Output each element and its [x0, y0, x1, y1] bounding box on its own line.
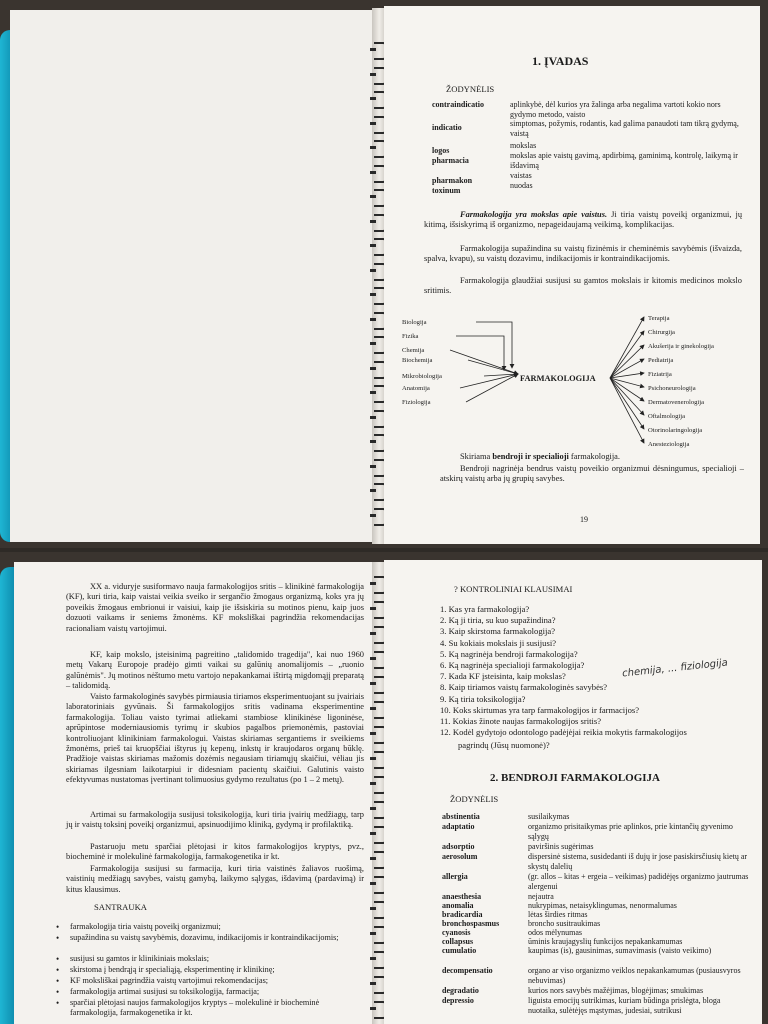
glossary-term: anaesthesia — [442, 892, 482, 901]
diagram-arrow — [610, 378, 644, 415]
diagram-center-label: FARMAKOLOGIJA — [520, 374, 596, 383]
diagram-right-label: Chirurgija — [648, 329, 675, 336]
glossary-term: decompensatio — [442, 966, 493, 975]
question-item: 8. Kaip tiriamos vaistų farmakologinės savybės? — [440, 682, 608, 693]
glossary-def: simptomas, požymis, rodantis, kad galima panaudoti tam tikrą gydymą, vaistą — [510, 119, 739, 138]
split-pre: Skiriama — [460, 452, 493, 461]
glossary-def: dispersinė sistema, susidedanti iš dujų ir jose pasiskirsčiusių kietų ar skystų dalelių — [528, 852, 748, 871]
diagram-left-label: Mikrobiologija — [402, 373, 442, 380]
diagram-left-label: Fiziologija — [402, 399, 431, 406]
diagram-left-label: Anatomija — [402, 385, 430, 392]
bullet-icon: • — [56, 965, 60, 975]
glossary-term: cyanosis — [442, 928, 471, 937]
split-description: Bendroji nagrinėja bendrus vaistų poveikio organizmui dėsningumus, specialioji – atskirų vaistų arba jų grupių savybes. — [440, 464, 744, 484]
diagram-arrow — [468, 360, 518, 374]
diagram-right-label: Oftalmologija — [648, 413, 685, 420]
question-item: 12. Kodėl gydytojo odontologo padėjėjai reikia mokytis farmakologijos — [440, 727, 687, 738]
diagram-arrow — [610, 378, 644, 401]
bullet-icon: • — [56, 976, 60, 986]
bullet-icon: • — [56, 933, 60, 943]
glossary-def: aplinkybė, dėl kurios yra žalinga arba negalima vartoti kokio nors gydymo metodo, vaisto — [510, 100, 721, 119]
glossary-def: susilaikymas — [528, 812, 570, 821]
paragraph-new-directions: Pastaruoju metu sparčiai plėtojasi ir kitos farmakologijos kryptys, pvz., biocheminė ir molekulinė farmakologija, farmakogenetika ir kt. — [66, 842, 364, 862]
question-continuation: pagrindų (Jūsų nuomonė)? — [458, 740, 550, 750]
split-post: farmakologija. — [568, 452, 620, 461]
glossary-term: adsorptio — [442, 842, 475, 851]
summary-item: farmakologija tiria vaistų poveikį organizmui; — [70, 922, 221, 931]
glossary-def: ūminis kraujagyslių funkcijos nepakankamumas — [528, 937, 683, 946]
paragraph-pharmacy: Farmakologija susijusi su farmacija, kuri tiria vaistinės žaliavos ruošimą, vaistinių medžiagų savybes, vaistų gamybą, laikymo sąlygas, išdavimą (pardavimą) ir kitus klausimus. — [66, 864, 364, 894]
diagram-left-label: Biochemija — [402, 357, 433, 364]
question-item: 3. Kaip skirstoma farmakologija? — [440, 626, 556, 637]
glossary-def: organo ar viso organizmo veiklos nepakankamumas (pusiausvyros nebuvimas) — [528, 966, 741, 985]
relations-diagram — [384, 306, 760, 454]
glossary-def: paviršinis sugėrimas — [528, 842, 594, 851]
diagram-right-label: Fiziatrija — [648, 371, 672, 378]
cover-edge — [0, 567, 14, 1024]
glossary-term: anomalia — [442, 901, 474, 910]
intro-bold: Farmakologija yra mokslas apie vaistus. — [460, 210, 608, 219]
question-item: 2. Ką ji tiria, su kuo supažindina? — [440, 615, 556, 626]
glossary-def: kurios nors savybės mažėjimas, blogėjimas; smukimas — [528, 986, 704, 995]
split-sentence — [460, 452, 744, 462]
intro-paragraph — [424, 210, 742, 231]
question-item: 5. Ką nagrinėja bendroji farmakologija? — [440, 648, 578, 659]
summary-item: supažindina su vaistų savybėmis, dozavimu, indikacijomis ir kontraindikacijomis; — [70, 933, 339, 942]
handwritten-note: chemija, ... fiziologija — [621, 657, 729, 680]
glossary-def: nejautra — [528, 892, 554, 901]
page-19 — [384, 6, 760, 544]
paragraph: Farmakologija glaudžiai susijusi su gamtos mokslais ir kitomis medicinos mokslo sritimis. — [424, 276, 742, 296]
right-page-text — [384, 560, 762, 1024]
question-item: 10. Koks skirtumas yra tarp farmakologijos ir farmacijos? — [440, 704, 640, 715]
glossary-term: adaptatio — [442, 822, 475, 831]
glossary-term: toxinum — [432, 186, 461, 195]
question-item: 6. Ką nagrinėja specialioji farmakologija? — [440, 660, 585, 670]
glossary-term: indicatio — [432, 123, 462, 132]
bullet-icon: • — [56, 922, 60, 932]
glossary-term: depressio — [442, 996, 474, 1005]
glossary-def: vaistas — [510, 171, 532, 180]
chapter-title: 2. BENDROJI FARMAKOLOGIJA — [490, 772, 660, 784]
page-number: 19 — [580, 515, 588, 524]
left-page-text — [14, 562, 380, 1024]
paragraph-experimental: Vaisto farmakologinės savybės pirmiausia tiriamos eksperimentuojant su įvairiais laboratoriniais gyvūnais. Ši farmakologijos sritis vadinama eksperimentine farmakologija. Toliau vaisto tyrimai atliekami stambiose klinikinėse ligoninėse, aprūpintose moderniausiomis tyrimų ir skubios pagalbos priemonėmis, pastoviai kontroliuojant klinikiniam farmakologui. Vaistas skiriamas sergantiems ir sveikiems žmonėms, prieš tai kruopščiai ištyrus jų kepenų, inkstų ir kraujodaros organų būklę. Pradžioje vaistas skiriamas mažomis dozėmis negausiam tiriamųjų skaičiui, vėliau jis skiriamas ilgesniam laikotarpiui ir didesniam pacientų skaičiui. Galutinis vaisto efektyvumas nustatomas įvertinant tolimuosius gydymo rezultatus (po 1 – 2 metų). — [66, 692, 364, 785]
diagram-left-label: Chemija — [402, 347, 425, 354]
glossary-def: nukrypimas, netaisyklingumas, nenormalumas — [528, 901, 677, 910]
diagram-left-label: Fizika — [402, 333, 419, 340]
glossary-def: kaupimas (is), gausinimas, sumavimasis (vaisto veikimo) — [528, 946, 712, 955]
diagram-right-label: Otorinolaringologija — [648, 427, 703, 434]
question-item: 9. Ką tiria toksikologija? — [440, 693, 526, 704]
summary-item: KF moksliškai pagrindžia vaistų vartojimui rekomendacijas; — [70, 976, 269, 985]
paragraph-toxicology: Artimai su farmakologija susijusi toksikologija, kuri tiria įvairių medžiagų, tarp jų ir vaistų toksinį poveikį organizmui, apsinuodijimo kliniką, gydymą ir profilaktiką. — [66, 810, 364, 830]
glossary-term: allergia — [442, 872, 468, 881]
diagram-right-label: Anesteziologija — [648, 441, 690, 448]
bullet-icon: • — [56, 987, 60, 997]
diagram-arrow — [456, 336, 504, 370]
summary-title: SANTRAUKA — [94, 902, 147, 912]
glossary-title: ŽODYNĖLIS — [450, 794, 499, 804]
summary-item: farmakologija artimai susijusi su toksikologija, farmacija; — [70, 987, 260, 996]
diagram-arrow — [466, 374, 518, 402]
glossary-def: odos mėlynumas — [528, 928, 582, 937]
glossary-title: ŽODYNĖLIS — [446, 84, 495, 94]
diagram-left-label: Biologija — [402, 319, 427, 326]
glossary-term: bronchospasmus — [442, 919, 500, 928]
diagram-right-label: Pediatrija — [648, 357, 674, 364]
blank-left-page — [10, 10, 378, 542]
glossary-term: degradatio — [442, 986, 479, 995]
chapter-title: 1. ĮVADAS — [532, 54, 589, 68]
glossary-def: mokslas apie vaistų gavimą, apdirbimą, gaminimą, kontrolę, laikymą ir išdavimą — [510, 151, 738, 170]
question-item: 4. Su kokiais mokslais ji susijusi? — [440, 637, 557, 648]
question-item: 11. Kokias žinote naujas farmakologijos sritis? — [440, 716, 602, 726]
paragraph-clinical: XX a. viduryje susiformavo nauja farmakologijos sritis – klinikinė farmakologija (KF), kuri tiria, kaip vaistai veikia sveiko ir sergančio žmogaus organizmą, koks yra jų poveikis žmogaus embrionui ir vaisiui, kaip jie išsiskiria su motinos pienu, kaip juos dozuoti vaikams ir seniems žmonėms. KF moksliškai pagrindžia rekomendacijas racionaliam vaistų vartojimui. — [66, 582, 364, 633]
glossary-term: pharmakon — [432, 176, 473, 185]
paragraph: Farmakologija supažindina su vaistų fizinėmis ir cheminėmis savybėmis (išvaizda, spalva, kvapu), su vaistų dozavimu, indikacijomis ir kontraindikacijomis. — [424, 244, 742, 264]
glossary-def: (gr. allos – kitas + ergeia – veikimas) padidėjęs organizmo jautrumas alergenui — [528, 872, 749, 891]
diagram-right-label: Dermatovenerologija — [648, 399, 705, 406]
glossary-def: lėtas širdies ritmas — [528, 910, 588, 919]
diagram-right-label: Psichoneurologija — [648, 385, 696, 392]
diagram-right-label: Akušerija ir ginekologija — [648, 343, 714, 350]
glossary-term: collapsus — [442, 937, 474, 946]
glossary-term: contraindicatio — [432, 100, 484, 109]
diagram-right-label: Terapija — [648, 315, 670, 322]
bullet-icon: • — [56, 998, 60, 1008]
glossary-term: abstinentia — [442, 812, 480, 821]
diagram-arrow — [610, 331, 644, 378]
questions-title: ? KONTROLINIAI KLAUSIMAI — [454, 584, 573, 594]
bullet-icon: • — [56, 954, 60, 964]
glossary-term: logos — [432, 146, 450, 155]
glossary-def: liguista emocijų sutrikimas, kuriam būdinga prislėgta, bloga nuotaika, sulėtėjęs mąstymas, judesiai, sutrikusi — [528, 996, 721, 1015]
question-item: 1. Kas yra farmakologija? — [440, 604, 530, 614]
summary-item: sparčiai plėtojasi naujos farmakologijos kryptys – molekulinė ir biocheminė farmakologija, farmakogenetika ir kt. — [70, 998, 320, 1017]
intro-rest: Ji tiria vaistų poveikį organizmui, jų kitimą, išsiskyrimą iš organizmo, nepageidaujamą veikimą, komplikacijas. — [424, 210, 743, 230]
summary-item: skirstoma į bendrąją ir specialiąją, eksperimentinę ir klinikinę; — [70, 965, 275, 974]
glossary-term: bradicardia — [442, 910, 483, 919]
paragraph-thalidomide: KF, kaip mokslo, įsteisinimą pagreitino „talidomido tragedija", kai nuo 1960 metų Vakarų Europoje pradėjo gimti vaikai su galūnių anomalijomis – „ruonio galūnėmis". Jų motinos nėštumo metu vartojo nepakankamai ištirtą migdomąjį preparatą – talidomidą. — [66, 650, 364, 691]
glossary-def: nuodas — [510, 181, 533, 190]
glossary-term: cumulatio — [442, 946, 477, 955]
glossary-term: aerosolum — [442, 852, 478, 861]
glossary-term: pharmacia — [432, 156, 469, 165]
glossary-def: mokslas — [510, 141, 537, 150]
glossary-def: organizmo prisitaikymas prie aplinkos, prie kintančių gyvenimo sąlygų — [528, 822, 733, 841]
summary-item: susijusi su gamtos ir klinikiniais mokslais; — [70, 954, 209, 963]
split-bold: bendroji ir specialioji — [492, 452, 569, 461]
glossary-def: broncho susitraukimas — [528, 919, 601, 928]
question-item: 7. Kada KF įsteisinta, kaip mokslas? — [440, 671, 566, 682]
diagram-arrow — [450, 350, 518, 374]
scan-bottom — [0, 552, 768, 1024]
diagram-arrow — [610, 378, 644, 443]
